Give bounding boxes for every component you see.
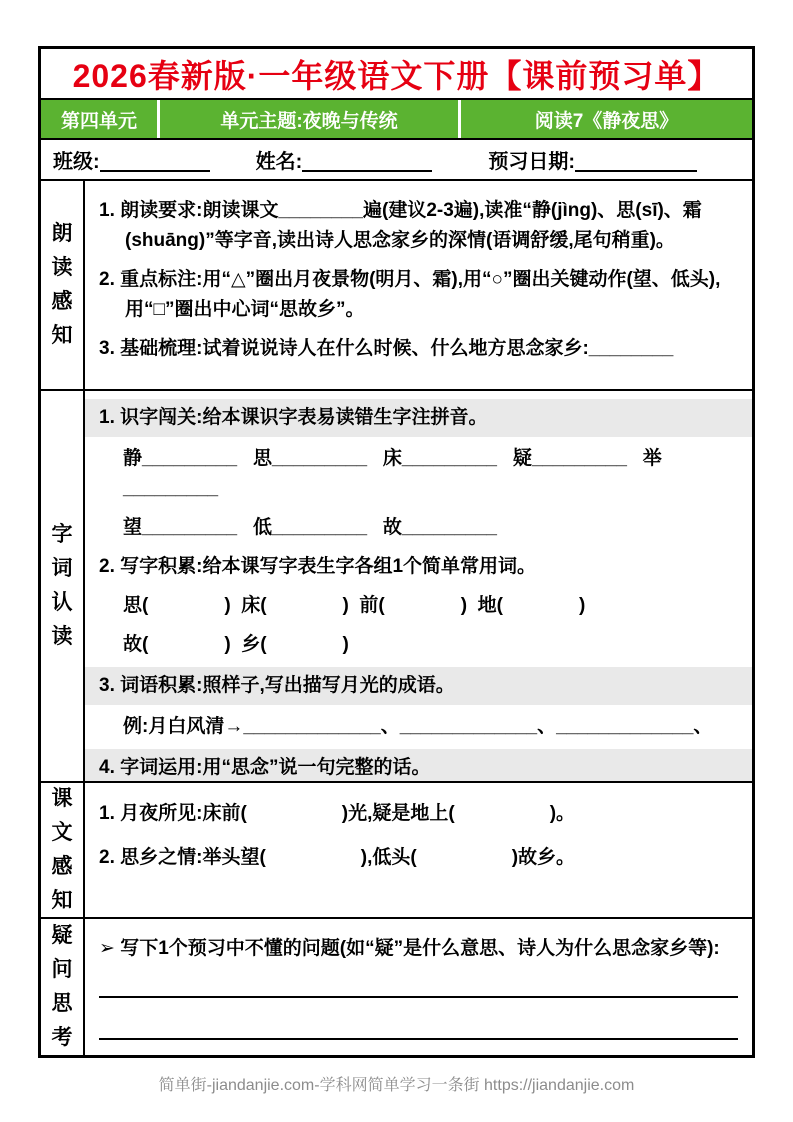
section-reading-perception (41, 181, 752, 391)
words-item-2-row-2: 故( ) 乡( ) (123, 634, 349, 656)
words-item-3-title: 3. 词语积累:照样子,写出描写月光的成语。 (85, 667, 752, 705)
class-label: 班级: (53, 151, 100, 174)
words-item-2-row-1: 思( ) 床( ) 前( ) 地( ) (123, 595, 586, 617)
banner-theme: 单元主题:夜晚与传统 (160, 100, 458, 138)
section-reading-label: 朗读感知 (51, 222, 73, 348)
read-item-2: 2. 重点标注:用“△”圈出月夜景物(明月、霜),用“○”圈出关键动作(望、低头),用“□”圈出中心词“思故乡”。 (99, 269, 721, 321)
name-label: 姓名: (255, 151, 303, 174)
section-text-perception (41, 783, 752, 919)
words-item-4-title: 4. 字词运用:用“思念”说一句完整的话。 (85, 749, 752, 781)
section-label-column (41, 181, 85, 389)
section-label-column (41, 391, 85, 781)
banner-reading: 阅读7《静夜思》 (461, 100, 752, 138)
read-item-1: 1. 朗读要求:朗读课文________遍(建议2-3遍),读准“静(jìng)、思(sī)、霜(shuāng)”等字音,读出诗人思念家乡的深情(语调舒缓,尾句稍重)。 (99, 200, 702, 252)
banner-unit: 第四单元 (41, 100, 157, 138)
page-title: 2026春新版·一年级语文下册【课前预习单】 (72, 57, 721, 94)
question-answer-blank-2 (99, 1038, 738, 1040)
words-item-1-row-1: 静_________ 思_________ 床_________ 疑_________ 举_________ (123, 448, 662, 500)
section-label-column (41, 783, 85, 917)
date-blank (575, 148, 697, 172)
section-text-label: 课文感知 (51, 787, 73, 912)
words-item-1-title: 1. 识字闯关:给本课识字表易读错生字注拼音。 (85, 399, 752, 437)
section-text-content (85, 783, 752, 917)
text-item-1: 1. 月夜所见:床前( )光,疑是地上( )。 (99, 803, 576, 824)
section-reading-content (85, 181, 752, 389)
name-blank (302, 148, 432, 172)
words-item-2-title: 2. 写字积累:给本课写字表生字各组1个简单常用词。 (99, 556, 537, 578)
section-words-content (85, 391, 752, 781)
worksheet-sheet (38, 46, 755, 1058)
section-label-column (41, 919, 85, 1055)
section-word-recognition (41, 391, 752, 783)
class-blank (100, 148, 210, 172)
title-row (41, 49, 752, 100)
question-prompt: ➢ 写下1个预习中不懂的问题(如“疑”是什么意思、诗人为什么思念家乡等): (99, 938, 720, 959)
text-item-2: 2. 思乡之情:举头望( ),低头( )故乡。 (99, 847, 576, 868)
info-row (41, 140, 752, 181)
words-item-3-row: 例:月白风清→_____________、_____________、_____________、 (123, 716, 713, 738)
question-answer-blank-1 (99, 996, 738, 998)
section-question-thinking (41, 919, 752, 1055)
footer-watermark: 简单街-jiandanjie.com-学科网简单学习一条街 https://jiandanjie.com (158, 1077, 635, 1094)
words-item-1-row-2: 望_________ 低_________ 故_________ (123, 517, 497, 539)
section-words-label: 字词认读 (51, 523, 73, 649)
banner-row (41, 100, 752, 140)
date-label: 预习日期: (488, 151, 576, 174)
read-item-3: 3. 基础梳理:试着说说诗人在什么时候、什么地方思念家乡:________ (99, 338, 674, 360)
section-question-content (85, 919, 752, 1055)
section-question-label: 疑问思考 (51, 924, 73, 1049)
